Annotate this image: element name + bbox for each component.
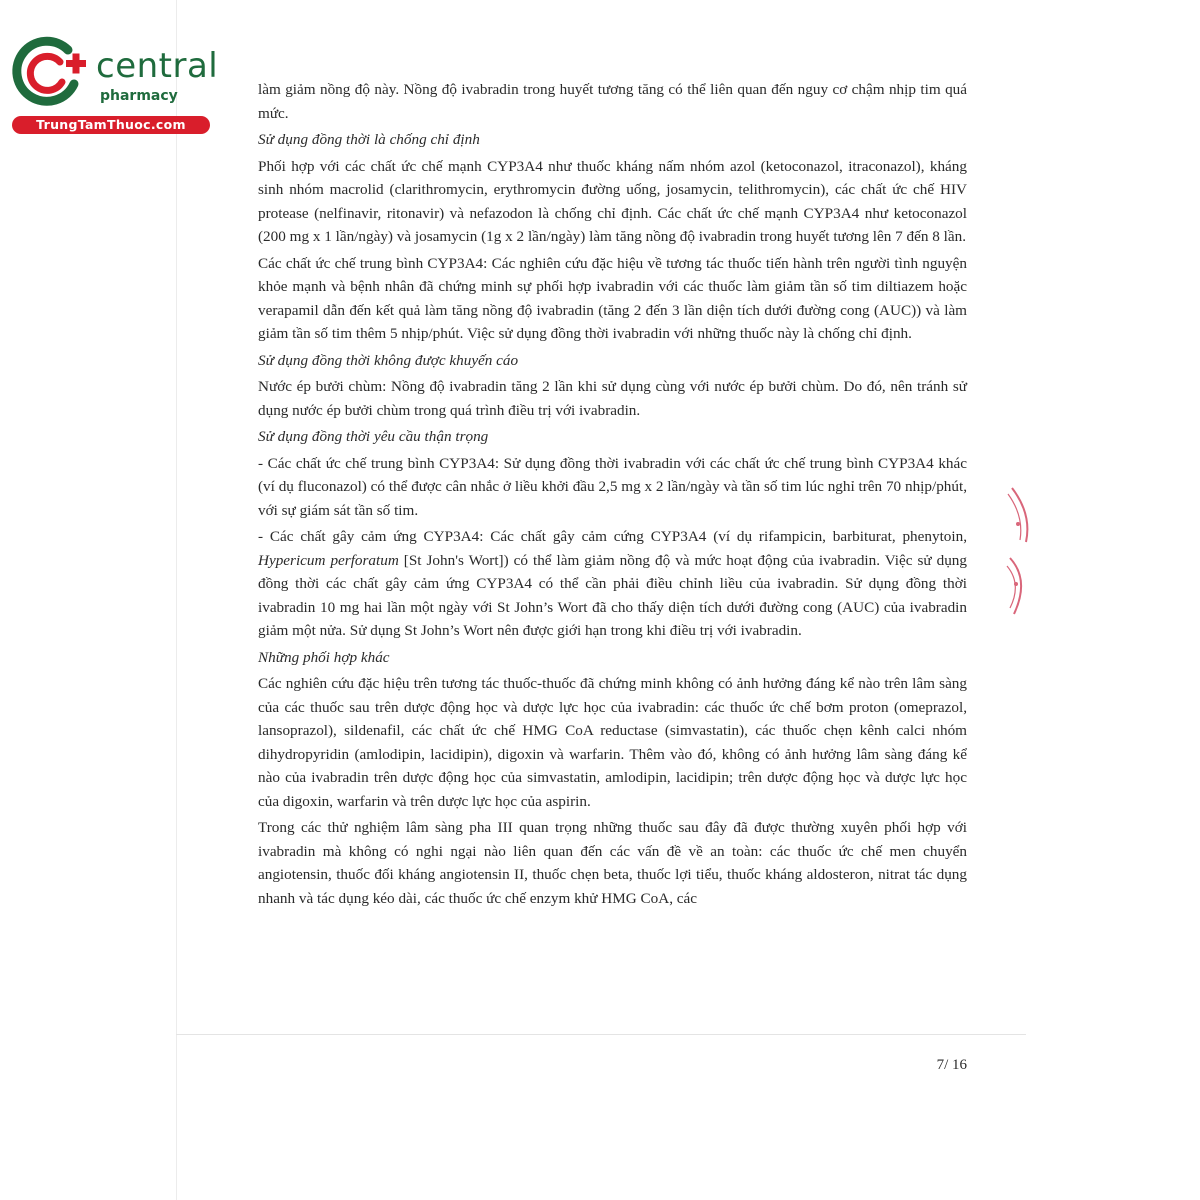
- intro-paragraph: làm giảm nồng độ này. Nồng độ ivabradin trong huyết tương tăng có thể liên quan đến nguy cơ chậm nhịp tim quá mức.: [258, 81, 967, 122]
- page-edge-bottom: [176, 1034, 1026, 1035]
- paragraph-grapefruit: Nước ép bưởi chùm: Nồng độ ivabradin tăng 2 lần khi sử dụng cùng với nước ép bưởi chùm. Do đó, nên tránh sử dụng nước ép bưởi chùm trong quá trình điều trị với ivabradin.: [258, 378, 967, 419]
- central-logo-icon: [10, 36, 88, 108]
- paragraph-moderate-inhibitors-caution: - Các chất ức chế trung bình CYP3A4: Sử dụng đồng thời ivabradin với các chất ức chế trung bình CYP3A4 khác (ví dụ fluconazol) có thể được cân nhắc ở liều khởi đầu 2,5 mg x 2 lần/ngày và tần số tim lúc nghỉ trên 70 nhịp/phút, với sự giám sát tần số tim.: [258, 454, 967, 519]
- paragraph-strong-inhibitors: Phối hợp với các chất ức chế mạnh CYP3A4 như thuốc kháng nấm nhóm azol (ketoconazol, itraconazol), kháng sinh nhóm macrolid (clarithromycin, erythromycin đường uống, josamycin, telithromycin), các chất ức chế HIV protease (nelfinavir, ritonavir) và nefazodon là chống chỉ định. Các chất ức chế mạnh CYP3A4 như ketoconazol (200 mg x 1 lần/ngày) và josamycin (1g x 2 lần/ngày) làm tăng nồng độ ivabradin trong huyết tương lên 7 đến 8 lần.: [258, 157, 967, 245]
- document-body: [258, 78, 967, 910]
- section-heading-not-recommended: Sử dụng đồng thời không được khuyến cáo: [258, 351, 519, 369]
- logo-url-badge[interactable]: TrungTamThuoc.com: [12, 116, 210, 134]
- page-edge-left: [176, 0, 177, 1200]
- inducers-text-end: [St John's Wort]) có thể làm giảm nồng độ và mức hoạt động của ivabradin. Việc sử dụng đồng thời các chất gây cảm ứng CYP3A4 có thể cần phải điều chỉnh liều của ivabradin. Sử dụng đồng thời ivabradin 10 mg hai lần một ngày với St John’s Wort đã cho thấy diện tích dưới đường cong (AUC) của ivabradin giảm một nửa. Sử dụng St John’s Wort nên được giới hạn trong khi điều trị với ivabradin.: [258, 551, 967, 639]
- page-number: 7/ 16: [936, 1057, 967, 1073]
- logo-subtitle: pharmacy: [100, 88, 178, 104]
- inducers-text-start: - Các chất gây cảm ứng CYP3A4: Các chất gây cảm cứng CYP3A4 (ví dụ rifampicin, barbiturat, phenytoin,: [258, 528, 967, 545]
- section-heading-contraindicated: Sử dụng đồng thời là chống chỉ định: [258, 131, 480, 148]
- paragraph-inducers: [258, 525, 967, 643]
- inducers-species-name: Hypericum perforatum: [258, 551, 399, 569]
- logo-name: central: [96, 46, 219, 86]
- paragraph-other-interactions: Các nghiên cứu đặc hiệu trên tương tác thuốc-thuốc đã chứng minh không có ảnh hưởng đáng kể nào trên lâm sàng của các thuốc sau trên dược động học và dược lực học của ivabradin: các thuốc ức chế bơm proton (omeprazol, lansoprazol), sildenafil, các chất ức chế HMG CoA reductase (simvastatin), các thuốc chẹn kênh calci nhóm dihydropyridin (amlodipin, lacidipin), digoxin và warfarin. Thêm vào đó, không có ảnh hưởng lâm sàng đáng kể nào của ivabradin trên dược động học của simvastatin, amlodipin, lacidipin; trên dược động học và dược lực học của digoxin, warfarin và trên dược lực học của aspirin.: [258, 675, 967, 810]
- section-heading-other: Những phối hợp khác: [258, 648, 390, 666]
- section-heading-caution: Sử dụng đồng thời yêu cầu thận trọng: [258, 428, 489, 445]
- paragraph-moderate-inhibitors: Các chất ức chế trung bình CYP3A4: Các nghiên cứu đặc hiệu về tương tác thuốc tiến hành trên người tình nguyện khỏe mạnh và bệnh nhân đã chứng minh sự phối hợp ivabradin với các thuốc làm giảm tần số tim diltiazem hoặc verapamil dẫn đến kết quả làm tăng nồng độ ivabradin (tăng 2 đến 3 lần diện tích dưới đường cong (AUC)) và làm giảm tần số tim thêm 5 nhịp/phút. Việc sử dụng đồng thời ivabradin với những thuốc này là chống chỉ định.: [258, 254, 967, 342]
- seal-stamp-fragment: [1004, 484, 1034, 624]
- central-pharmacy-logo[interactable]: [10, 36, 219, 136]
- paragraph-phase3: Trong các thử nghiệm lâm sàng pha III quan trọng những thuốc sau đây đã được thường xuyên phối hợp với ivabradin mà không có nghi ngại nào liên quan đến các vấn đề về an toàn: các thuốc ức chế men chuyển angiotensin, thuốc đối kháng angiotensin II, thuốc chẹn beta, thuốc lợi tiểu, thuốc kháng aldosteron, nitrat tác dụng nhanh và tác dụng kéo dài, các thuốc ức chế enzym khử HMG CoA, các: [258, 819, 967, 907]
